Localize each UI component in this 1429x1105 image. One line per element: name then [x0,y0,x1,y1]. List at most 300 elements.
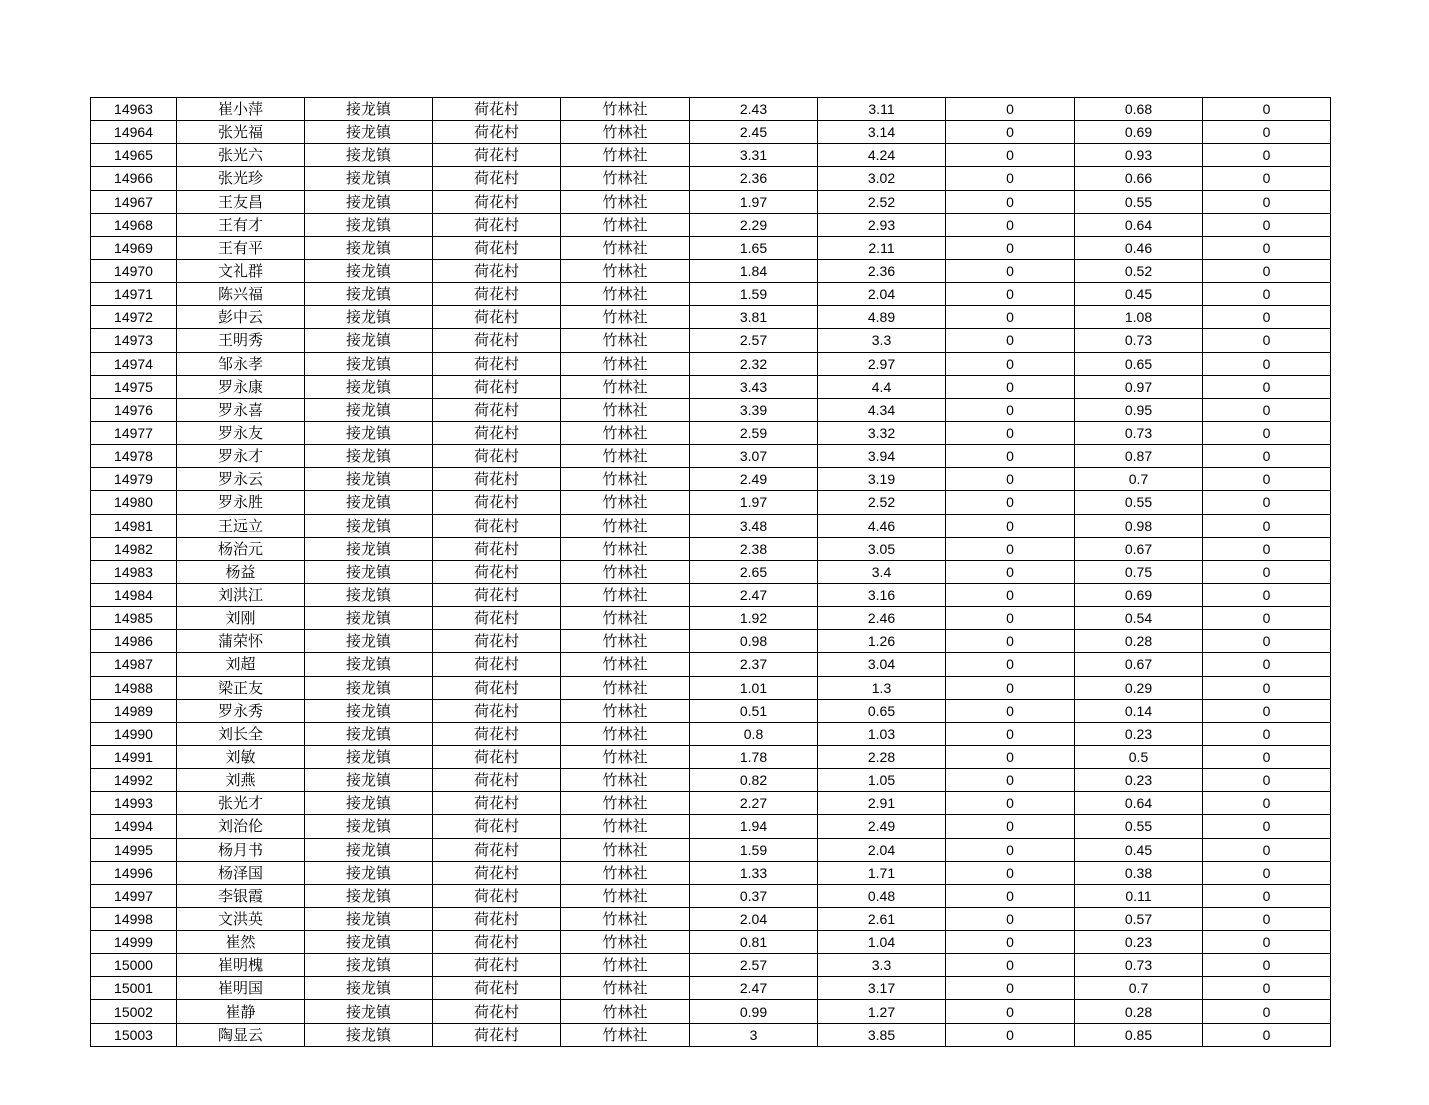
value-b-cell: 4.89 [818,306,946,329]
value-b-cell: 4.24 [818,144,946,167]
table-row [91,607,1331,630]
group-cell: 竹林社 [561,954,690,977]
town-cell: 接龙镇 [305,676,433,699]
table-row [91,653,1331,676]
value-b-cell: 2.91 [818,792,946,815]
village-cell: 荷花村 [433,144,561,167]
value-c-cell: 0 [946,907,1075,930]
id-cell: 14998 [91,907,177,930]
value-b-cell: 2.36 [818,259,946,282]
table-row [91,676,1331,699]
value-b-cell: 3.11 [818,98,946,121]
value-a-cell: 1.97 [690,491,818,514]
value-d-cell: 0.23 [1075,722,1203,745]
village-cell: 荷花村 [433,329,561,352]
id-cell: 14987 [91,653,177,676]
name-cell: 崔明槐 [177,954,305,977]
group-cell: 竹林社 [561,1023,690,1046]
value-b-cell: 3.85 [818,1023,946,1046]
name-cell: 刘洪江 [177,583,305,606]
group-cell: 竹林社 [561,653,690,676]
value-b-cell: 3.94 [818,445,946,468]
value-c-cell: 0 [946,560,1075,583]
value-a-cell: 2.45 [690,121,818,144]
value-a-cell: 0.51 [690,699,818,722]
table-row [91,468,1331,491]
value-e-cell: 0 [1203,769,1331,792]
data-table [90,97,1331,1047]
value-e-cell: 0 [1203,977,1331,1000]
value-e-cell: 0 [1203,121,1331,144]
group-cell: 竹林社 [561,699,690,722]
town-cell: 接龙镇 [305,745,433,768]
value-e-cell: 0 [1203,676,1331,699]
group-cell: 竹林社 [561,144,690,167]
value-a-cell: 1.65 [690,236,818,259]
value-c-cell: 0 [946,745,1075,768]
table-row [91,1023,1331,1046]
value-b-cell: 2.49 [818,815,946,838]
town-cell: 接龙镇 [305,630,433,653]
value-e-cell: 0 [1203,884,1331,907]
value-c-cell: 0 [946,722,1075,745]
group-cell: 竹林社 [561,977,690,1000]
value-d-cell: 0.54 [1075,607,1203,630]
value-e-cell: 0 [1203,236,1331,259]
value-e-cell: 0 [1203,98,1331,121]
value-b-cell: 2.04 [818,838,946,861]
id-cell: 14995 [91,838,177,861]
value-a-cell: 3.43 [690,375,818,398]
value-a-cell: 1.92 [690,607,818,630]
value-b-cell: 2.52 [818,190,946,213]
value-a-cell: 3.31 [690,144,818,167]
name-cell: 陶显云 [177,1023,305,1046]
value-d-cell: 0.52 [1075,259,1203,282]
id-cell: 14992 [91,769,177,792]
village-cell: 荷花村 [433,583,561,606]
group-cell: 竹林社 [561,537,690,560]
id-cell: 15001 [91,977,177,1000]
town-cell: 接龙镇 [305,306,433,329]
value-e-cell: 0 [1203,375,1331,398]
town-cell: 接龙镇 [305,560,433,583]
value-d-cell: 0.73 [1075,329,1203,352]
id-cell: 14964 [91,121,177,144]
value-d-cell: 0.87 [1075,445,1203,468]
value-b-cell: 1.03 [818,722,946,745]
table-row [91,491,1331,514]
name-cell: 崔小萍 [177,98,305,121]
group-cell: 竹林社 [561,583,690,606]
value-b-cell: 2.46 [818,607,946,630]
group-cell: 竹林社 [561,1000,690,1023]
village-cell: 荷花村 [433,352,561,375]
value-e-cell: 0 [1203,144,1331,167]
value-a-cell: 2.29 [690,213,818,236]
value-e-cell: 0 [1203,630,1331,653]
value-a-cell: 2.38 [690,537,818,560]
value-e-cell: 0 [1203,745,1331,768]
value-e-cell: 0 [1203,352,1331,375]
table-row [91,329,1331,352]
village-cell: 荷花村 [433,676,561,699]
id-cell: 14983 [91,560,177,583]
value-e-cell: 0 [1203,815,1331,838]
village-cell: 荷花村 [433,121,561,144]
value-c-cell: 0 [946,838,1075,861]
name-cell: 张光六 [177,144,305,167]
value-e-cell: 0 [1203,259,1331,282]
village-cell: 荷花村 [433,722,561,745]
value-a-cell: 3 [690,1023,818,1046]
value-c-cell: 0 [946,98,1075,121]
village-cell: 荷花村 [433,861,561,884]
town-cell: 接龙镇 [305,190,433,213]
group-cell: 竹林社 [561,769,690,792]
value-c-cell: 0 [946,329,1075,352]
name-cell: 杨益 [177,560,305,583]
value-b-cell: 1.71 [818,861,946,884]
value-e-cell: 0 [1203,607,1331,630]
value-d-cell: 0.97 [1075,375,1203,398]
value-e-cell: 0 [1203,421,1331,444]
value-b-cell: 2.11 [818,236,946,259]
town-cell: 接龙镇 [305,144,433,167]
group-cell: 竹林社 [561,190,690,213]
town-cell: 接龙镇 [305,283,433,306]
table-row [91,190,1331,213]
value-c-cell: 0 [946,514,1075,537]
village-cell: 荷花村 [433,421,561,444]
id-cell: 14984 [91,583,177,606]
id-cell: 14976 [91,398,177,421]
group-cell: 竹林社 [561,514,690,537]
value-d-cell: 0.14 [1075,699,1203,722]
group-cell: 竹林社 [561,445,690,468]
village-cell: 荷花村 [433,769,561,792]
village-cell: 荷花村 [433,560,561,583]
id-cell: 14985 [91,607,177,630]
value-b-cell: 3.04 [818,653,946,676]
name-cell: 王友昌 [177,190,305,213]
village-cell: 荷花村 [433,514,561,537]
value-c-cell: 0 [946,352,1075,375]
village-cell: 荷花村 [433,468,561,491]
value-b-cell: 2.97 [818,352,946,375]
town-cell: 接龙镇 [305,121,433,144]
town-cell: 接龙镇 [305,213,433,236]
table-row [91,421,1331,444]
table-row [91,259,1331,282]
table-row [91,977,1331,1000]
value-c-cell: 0 [946,769,1075,792]
value-a-cell: 2.37 [690,653,818,676]
value-d-cell: 0.67 [1075,537,1203,560]
value-d-cell: 0.69 [1075,121,1203,144]
town-cell: 接龙镇 [305,653,433,676]
value-a-cell: 2.27 [690,792,818,815]
value-c-cell: 0 [946,861,1075,884]
town-cell: 接龙镇 [305,514,433,537]
value-d-cell: 0.23 [1075,769,1203,792]
value-c-cell: 0 [946,121,1075,144]
name-cell: 王远立 [177,514,305,537]
name-cell: 邹永孝 [177,352,305,375]
value-a-cell: 2.36 [690,167,818,190]
table-row [91,699,1331,722]
town-cell: 接龙镇 [305,491,433,514]
value-c-cell: 0 [946,421,1075,444]
value-c-cell: 0 [946,977,1075,1000]
name-cell: 罗永友 [177,421,305,444]
value-d-cell: 0.28 [1075,1000,1203,1023]
table-row [91,722,1331,745]
village-cell: 荷花村 [433,306,561,329]
value-a-cell: 1.78 [690,745,818,768]
group-cell: 竹林社 [561,722,690,745]
value-c-cell: 0 [946,630,1075,653]
group-cell: 竹林社 [561,121,690,144]
table-row [91,398,1331,421]
value-d-cell: 0.73 [1075,421,1203,444]
table-row [91,236,1331,259]
town-cell: 接龙镇 [305,537,433,560]
value-d-cell: 0.45 [1075,838,1203,861]
value-c-cell: 0 [946,283,1075,306]
town-cell: 接龙镇 [305,1000,433,1023]
name-cell: 罗永秀 [177,699,305,722]
value-e-cell: 0 [1203,1023,1331,1046]
name-cell: 崔然 [177,931,305,954]
name-cell: 刘刚 [177,607,305,630]
group-cell: 竹林社 [561,213,690,236]
village-cell: 荷花村 [433,190,561,213]
value-a-cell: 0.99 [690,1000,818,1023]
value-a-cell: 1.84 [690,259,818,282]
value-a-cell: 0.81 [690,931,818,954]
value-e-cell: 0 [1203,283,1331,306]
value-a-cell: 0.98 [690,630,818,653]
value-d-cell: 1.08 [1075,306,1203,329]
group-cell: 竹林社 [561,884,690,907]
value-c-cell: 0 [946,306,1075,329]
name-cell: 文洪英 [177,907,305,930]
id-cell: 14979 [91,468,177,491]
village-cell: 荷花村 [433,213,561,236]
value-a-cell: 3.48 [690,514,818,537]
value-c-cell: 0 [946,699,1075,722]
table-row [91,745,1331,768]
table-row [91,560,1331,583]
value-e-cell: 0 [1203,583,1331,606]
town-cell: 接龙镇 [305,769,433,792]
village-cell: 荷花村 [433,259,561,282]
value-e-cell: 0 [1203,560,1331,583]
id-cell: 14973 [91,329,177,352]
name-cell: 杨治元 [177,537,305,560]
town-cell: 接龙镇 [305,398,433,421]
village-cell: 荷花村 [433,907,561,930]
value-a-cell: 3.39 [690,398,818,421]
id-cell: 14982 [91,537,177,560]
village-cell: 荷花村 [433,491,561,514]
name-cell: 崔明国 [177,977,305,1000]
town-cell: 接龙镇 [305,838,433,861]
name-cell: 刘超 [177,653,305,676]
table-row [91,884,1331,907]
value-a-cell: 2.49 [690,468,818,491]
group-cell: 竹林社 [561,236,690,259]
id-cell: 14999 [91,931,177,954]
name-cell: 刘治伦 [177,815,305,838]
group-cell: 竹林社 [561,259,690,282]
value-b-cell: 3.3 [818,954,946,977]
value-e-cell: 0 [1203,514,1331,537]
village-cell: 荷花村 [433,838,561,861]
group-cell: 竹林社 [561,560,690,583]
town-cell: 接龙镇 [305,861,433,884]
village-cell: 荷花村 [433,977,561,1000]
town-cell: 接龙镇 [305,699,433,722]
value-c-cell: 0 [946,884,1075,907]
table-row [91,769,1331,792]
value-c-cell: 0 [946,653,1075,676]
id-cell: 14991 [91,745,177,768]
name-cell: 杨月书 [177,838,305,861]
village-cell: 荷花村 [433,884,561,907]
value-c-cell: 0 [946,491,1075,514]
name-cell: 刘长全 [177,722,305,745]
name-cell: 罗永才 [177,445,305,468]
value-d-cell: 0.55 [1075,190,1203,213]
group-cell: 竹林社 [561,676,690,699]
group-cell: 竹林社 [561,861,690,884]
value-c-cell: 0 [946,792,1075,815]
name-cell: 杨泽国 [177,861,305,884]
name-cell: 王有才 [177,213,305,236]
value-e-cell: 0 [1203,491,1331,514]
value-d-cell: 0.95 [1075,398,1203,421]
town-cell: 接龙镇 [305,607,433,630]
value-a-cell: 2.47 [690,583,818,606]
group-cell: 竹林社 [561,98,690,121]
table-row [91,213,1331,236]
name-cell: 刘敏 [177,745,305,768]
town-cell: 接龙镇 [305,722,433,745]
name-cell: 罗永喜 [177,398,305,421]
id-cell: 14968 [91,213,177,236]
group-cell: 竹林社 [561,907,690,930]
group-cell: 竹林社 [561,931,690,954]
group-cell: 竹林社 [561,838,690,861]
table-row [91,1000,1331,1023]
value-d-cell: 0.75 [1075,560,1203,583]
value-a-cell: 2.32 [690,352,818,375]
value-d-cell: 0.55 [1075,815,1203,838]
value-a-cell: 2.04 [690,907,818,930]
table-row [91,306,1331,329]
value-d-cell: 0.93 [1075,144,1203,167]
village-cell: 荷花村 [433,607,561,630]
town-cell: 接龙镇 [305,167,433,190]
value-c-cell: 0 [946,815,1075,838]
table-row [91,907,1331,930]
village-cell: 荷花村 [433,167,561,190]
name-cell: 王明秀 [177,329,305,352]
value-b-cell: 3.14 [818,121,946,144]
value-e-cell: 0 [1203,838,1331,861]
table-row [91,583,1331,606]
value-a-cell: 2.57 [690,329,818,352]
value-c-cell: 0 [946,375,1075,398]
value-a-cell: 2.65 [690,560,818,583]
value-d-cell: 0.46 [1075,236,1203,259]
value-e-cell: 0 [1203,213,1331,236]
group-cell: 竹林社 [561,607,690,630]
value-a-cell: 0.37 [690,884,818,907]
town-cell: 接龙镇 [305,375,433,398]
town-cell: 接龙镇 [305,583,433,606]
town-cell: 接龙镇 [305,815,433,838]
value-e-cell: 0 [1203,861,1331,884]
village-cell: 荷花村 [433,815,561,838]
id-cell: 14989 [91,699,177,722]
group-cell: 竹林社 [561,375,690,398]
value-b-cell: 3.3 [818,329,946,352]
value-a-cell: 3.81 [690,306,818,329]
table-body [91,98,1331,1047]
name-cell: 文礼群 [177,259,305,282]
id-cell: 14975 [91,375,177,398]
value-b-cell: 2.61 [818,907,946,930]
table-row [91,283,1331,306]
table-row [91,445,1331,468]
value-e-cell: 0 [1203,907,1331,930]
town-cell: 接龙镇 [305,931,433,954]
name-cell: 王有平 [177,236,305,259]
value-b-cell: 2.04 [818,283,946,306]
group-cell: 竹林社 [561,329,690,352]
value-e-cell: 0 [1203,954,1331,977]
name-cell: 梁正友 [177,676,305,699]
id-cell: 14970 [91,259,177,282]
value-d-cell: 0.28 [1075,630,1203,653]
value-c-cell: 0 [946,167,1075,190]
value-d-cell: 0.29 [1075,676,1203,699]
value-b-cell: 3.19 [818,468,946,491]
village-cell: 荷花村 [433,792,561,815]
group-cell: 竹林社 [561,630,690,653]
town-cell: 接龙镇 [305,884,433,907]
table-row [91,144,1331,167]
id-cell: 14969 [91,236,177,259]
id-cell: 14974 [91,352,177,375]
value-d-cell: 0.38 [1075,861,1203,884]
town-cell: 接龙镇 [305,98,433,121]
group-cell: 竹林社 [561,306,690,329]
table-row [91,514,1331,537]
table-row [91,167,1331,190]
name-cell: 刘燕 [177,769,305,792]
village-cell: 荷花村 [433,283,561,306]
value-c-cell: 0 [946,398,1075,421]
name-cell: 陈兴福 [177,283,305,306]
village-cell: 荷花村 [433,1000,561,1023]
id-cell: 14994 [91,815,177,838]
value-c-cell: 0 [946,537,1075,560]
name-cell: 张光福 [177,121,305,144]
